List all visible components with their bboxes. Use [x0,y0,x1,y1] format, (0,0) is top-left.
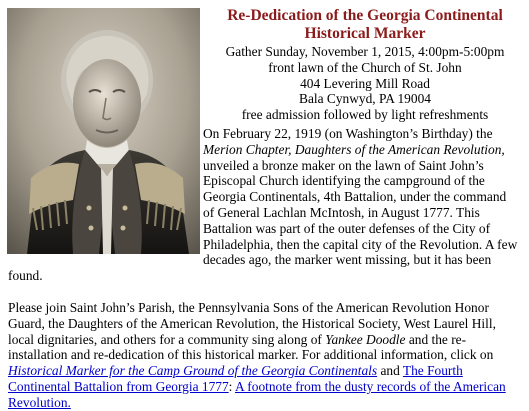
paragraph-history-text-2: , unveiled a bronze maker on the lawn of Saint John’s Episcopal Church identifying the campground of the Georgia Continentals, 4th Battalion, under the command of General Lachlan McIntosh, in August 1777. This Battalion was part of the outer defenses of the City of Philadelphia, then the capital city of the Revolution. A few decades ago, the marker went missing, but it has been found. [8,141,518,284]
link-fourth-battalion[interactable]: The Fourth Continental Battalion from Georgia 1777 [8,363,463,394]
article-body [8,126,520,411]
colon-separator: : [228,378,233,394]
title-line-2: Historical Marker [304,25,426,42]
paragraph-invitation-text-2: and the re-installation and re-dedication of this historical marker. For additional information, click on [8,331,494,363]
paragraph-invitation [8,300,520,411]
title-line-1: Re-Dedication of the Georgia Continental [227,7,503,24]
event-details [206,44,524,123]
event-admission-note: free admission followed by light refreshments [241,107,489,123]
paragraph-invitation-text-1: Please join Saint John’s Parish, the Pennsylvania Sons of the American Revolution Honor Guard, the Daughters of the American Revolution, the Historical Society, West Laurel Hill, local dignitaries, and others for a community sing along of [8,299,496,347]
song-title: Yankee Doodle [325,331,406,347]
paragraph-history-text-1: On February 22, 1919 (on Washington’s Birthday) the [203,126,493,141]
event-city-state-zip: Bala Cynwyd, PA 19004 [299,91,431,107]
paragraph-history [8,126,520,284]
chapter-name: Merion Chapter, Daughters of the American Revolution [203,141,502,157]
event-location: front lawn of the Church of St. John [268,59,462,75]
link-footnote[interactable]: A footnote from the dusty records of the American Revolution. [8,378,506,410]
conjunction-and: and [380,363,400,379]
event-street-address: 404 Levering Mill Road [300,75,430,91]
page-title [206,7,524,43]
portrait-spacer [8,126,201,259]
event-date-time: Gather Sunday, November 1, 2015, 4:00pm-5:00pm [225,44,505,59]
link-historical-marker[interactable]: Historical Marker for the Camp Ground of the Georgia Continentals [8,363,378,379]
